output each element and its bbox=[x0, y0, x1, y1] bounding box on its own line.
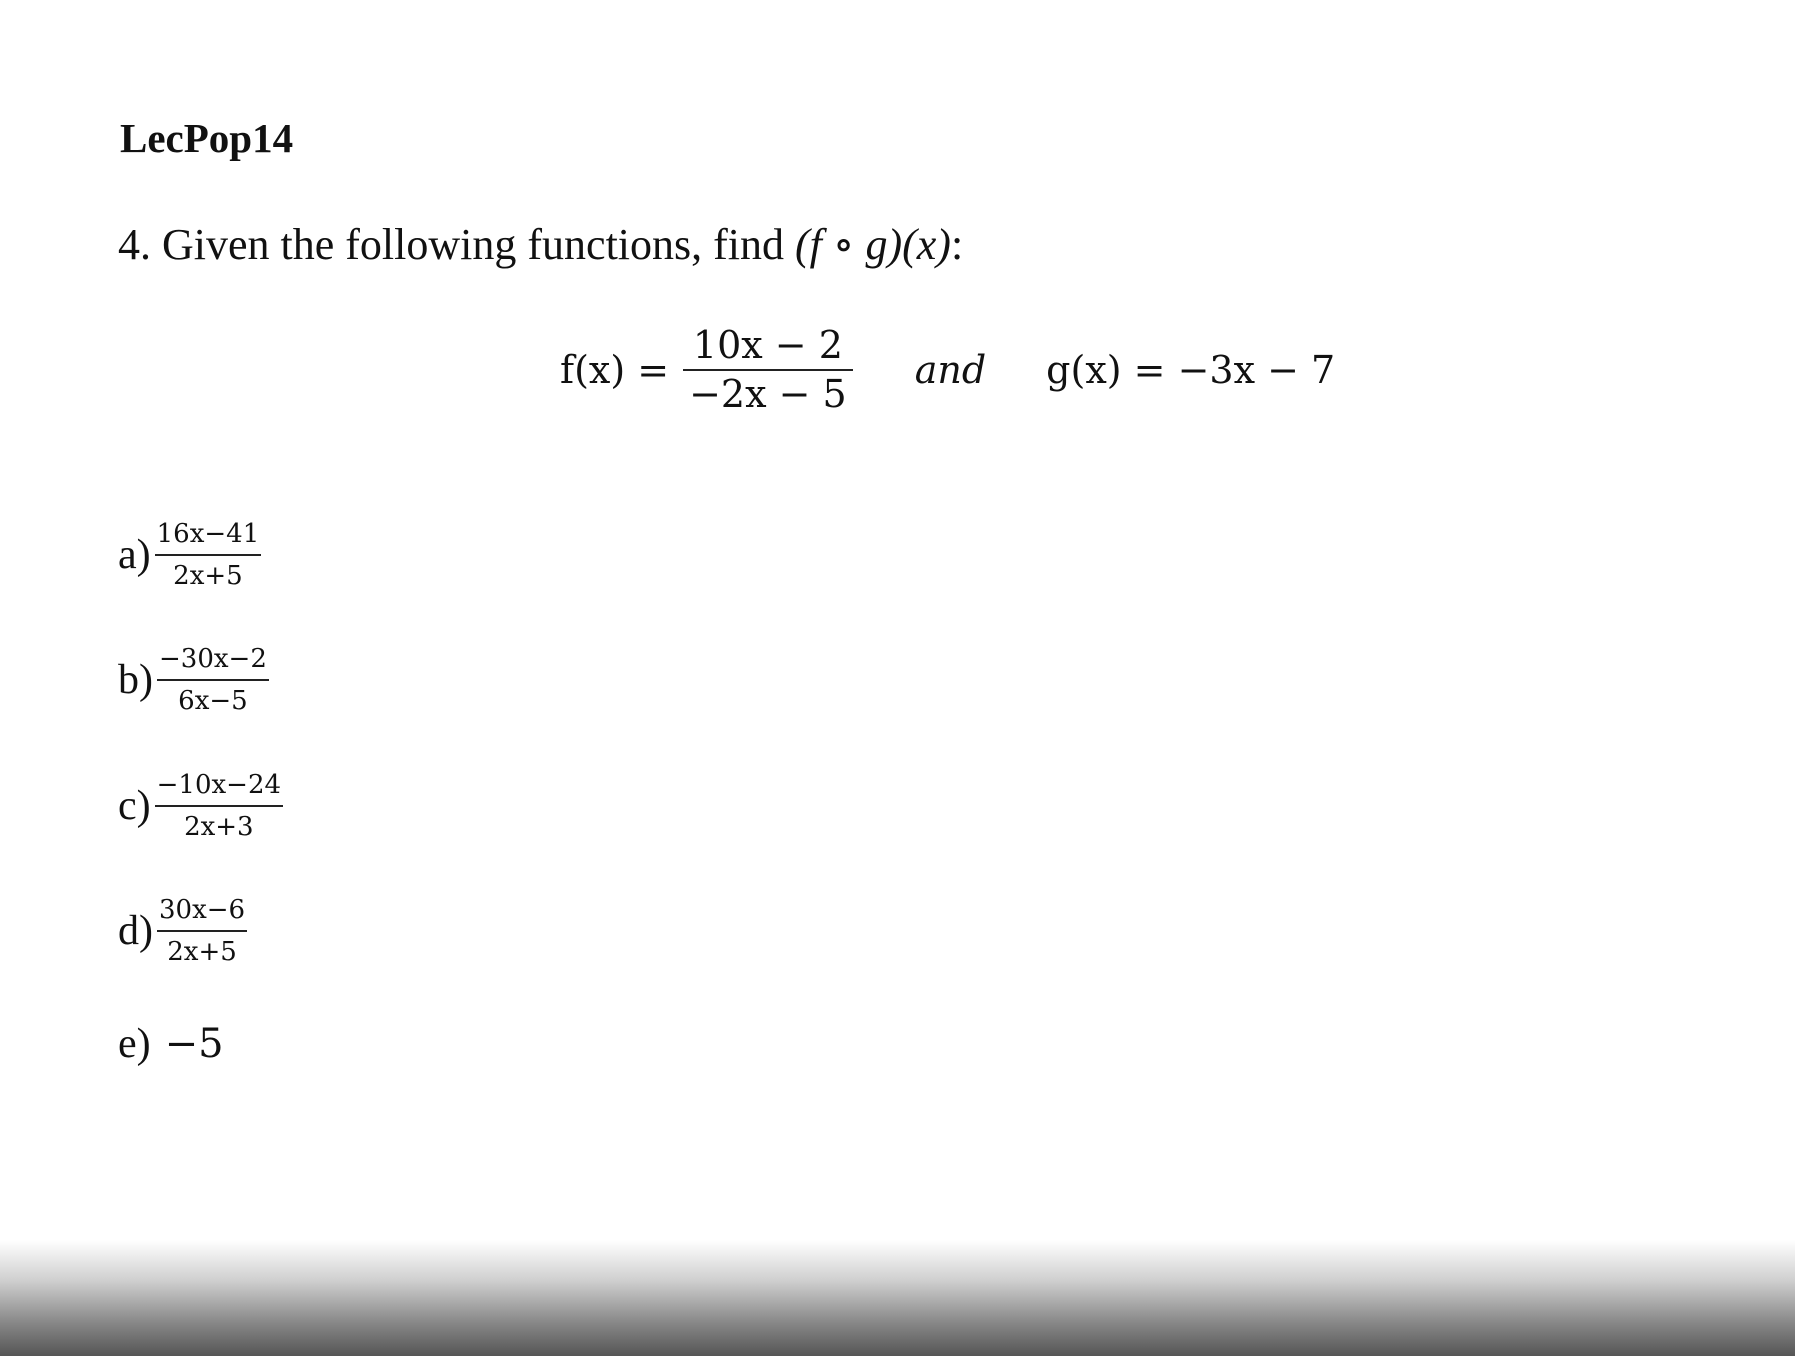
answer-option-c[interactable] bbox=[118, 765, 283, 848]
f-denominator: −2x − 5 bbox=[689, 372, 847, 416]
option-denominator: 2x+5 bbox=[167, 937, 237, 968]
option-denominator: 2x+5 bbox=[173, 561, 243, 592]
option-numerator: −10x−24 bbox=[156, 770, 282, 800]
page-title: LecPop14 bbox=[120, 115, 294, 161]
f-fraction bbox=[683, 322, 853, 419]
option-label: a) bbox=[118, 532, 151, 579]
option-numerator: 30x−6 bbox=[159, 895, 246, 925]
option-denominator: 6x−5 bbox=[178, 686, 248, 717]
option-label: e) bbox=[118, 1021, 151, 1067]
option-fraction bbox=[157, 890, 247, 973]
option-numerator: 16x−41 bbox=[156, 519, 260, 549]
option-fraction bbox=[155, 514, 262, 597]
option-label: d) bbox=[118, 908, 153, 955]
option-numerator: −30x−2 bbox=[159, 644, 267, 674]
option-value: −5 bbox=[164, 1021, 224, 1067]
conjunction-and: and bbox=[914, 348, 987, 392]
function-definitions bbox=[560, 314, 1335, 426]
answer-option-d[interactable] bbox=[118, 890, 247, 973]
g-definition: g(x) = −3x − 7 bbox=[1046, 348, 1336, 392]
answer-option-b[interactable] bbox=[118, 639, 269, 722]
answer-option-a[interactable] bbox=[118, 514, 261, 597]
option-label: c) bbox=[118, 783, 151, 830]
question-suffix: : bbox=[950, 220, 964, 269]
question-prefix: 4. Given the following functions, find bbox=[118, 220, 796, 269]
option-label: b) bbox=[118, 657, 153, 704]
option-denominator: 2x+3 bbox=[184, 812, 254, 843]
bottom-shadow-band bbox=[0, 1240, 1795, 1356]
f-lhs: f(x) = bbox=[560, 348, 670, 392]
question-text bbox=[118, 220, 964, 269]
f-numerator: 10x − 2 bbox=[692, 322, 843, 367]
question-expression: (f ∘ g)(x) bbox=[795, 220, 951, 269]
option-fraction bbox=[157, 639, 269, 722]
answer-option-e[interactable] bbox=[118, 1020, 224, 1068]
option-fraction bbox=[155, 765, 283, 848]
